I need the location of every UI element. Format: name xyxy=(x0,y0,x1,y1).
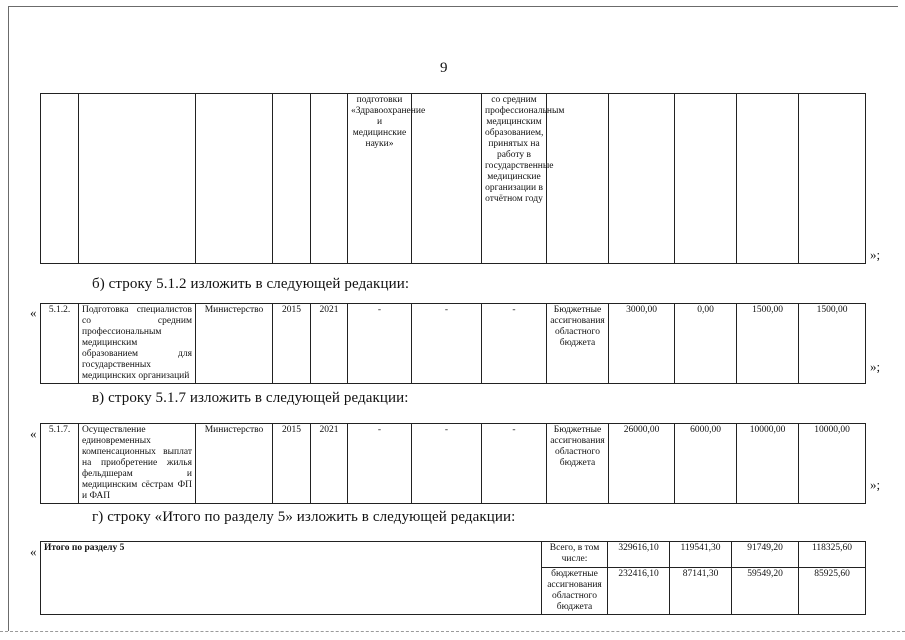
year2-value: 10000,00 xyxy=(737,424,799,504)
end-year: 2021 xyxy=(311,304,348,384)
year3-all-value: 118325,60 xyxy=(811,543,853,553)
funding-source: Бюджетные ассигнования областного бюджета xyxy=(547,304,609,384)
instruction-g: г) строку «Итого по разделу 5» изложить в следующей редакции: xyxy=(92,509,516,525)
total-budget-label: бюджетные ассигнования областного бюджета xyxy=(542,567,607,614)
start-year: 2015 xyxy=(273,304,311,384)
total-value: 3000,00 xyxy=(609,304,675,384)
opening-quote: « xyxy=(30,426,37,441)
closing-quote: »; xyxy=(870,359,881,374)
dash-cell: - xyxy=(348,424,412,504)
funding-source: Бюджетные ассигнования областного бюджета xyxy=(547,424,609,504)
total-all-label: Всего, в том числе: xyxy=(549,543,600,564)
page-number: 9 xyxy=(440,60,448,76)
page-bottom-edge xyxy=(0,631,905,632)
activity-name: Осуществление единовременных компенсационных выплат на приобретение жилья фельдшерам и медицинским сёстрам ФП и ФАП xyxy=(79,424,196,504)
year2-budget-value: 59549,20 xyxy=(732,567,798,581)
cell-empty xyxy=(79,94,196,264)
cell-empty xyxy=(799,94,866,264)
closing-quote: »; xyxy=(870,247,881,262)
cell-empty xyxy=(412,94,482,264)
year1-all-value: 119541,30 xyxy=(680,543,721,553)
total-labels-cell xyxy=(542,542,608,615)
row-5-1-2-table xyxy=(40,303,866,384)
cell-empty xyxy=(273,94,311,264)
year1-value: 0,00 xyxy=(675,304,737,384)
total-section-table xyxy=(40,541,866,615)
dash-cell: - xyxy=(482,424,547,504)
dash-cell: - xyxy=(482,304,547,384)
end-year: 2021 xyxy=(311,424,348,504)
cell-indicator-text: подготовки «Здравоохранение и медицинские науки» xyxy=(348,94,412,264)
total-all-value: 329616,10 xyxy=(618,543,659,553)
year3-value: 1500,00 xyxy=(799,304,866,384)
opening-quote: « xyxy=(30,305,37,320)
total-value: 26000,00 xyxy=(609,424,675,504)
cell-empty xyxy=(547,94,609,264)
dash-cell: - xyxy=(348,304,412,384)
executor: Министерство xyxy=(196,304,273,384)
cell-empty xyxy=(609,94,675,264)
year1-value: 6000,00 xyxy=(675,424,737,504)
continuation-table xyxy=(40,93,866,264)
dash-cell: - xyxy=(412,304,482,384)
instruction-v: в) строку 5.1.7 изложить в следующей редакции: xyxy=(92,390,409,406)
closing-quote: »; xyxy=(870,477,881,492)
cell-empty xyxy=(196,94,273,264)
cell-empty xyxy=(311,94,348,264)
cell-empty xyxy=(675,94,737,264)
row-5-1-7-table xyxy=(40,423,866,504)
opening-quote: « xyxy=(30,544,37,559)
year1-value-cell xyxy=(670,542,732,615)
dash-cell: - xyxy=(412,424,482,504)
executor: Министерство xyxy=(196,424,273,504)
row-number: 5.1.7. xyxy=(41,424,79,504)
year2-value-cell xyxy=(732,542,799,615)
cell-indicator-text: со средним профессиональным медицинским образованием, принятых на работу в государственные медицинские организации в отчётном году xyxy=(482,94,547,264)
activity-name: Подготовка специалистов со средним профессиональным медицинским образованием для государственных медицинских организаций xyxy=(79,304,196,384)
row-number: 5.1.2. xyxy=(41,304,79,384)
total-budget-value: 232416,10 xyxy=(608,567,669,581)
total-value-cell xyxy=(608,542,670,615)
year3-budget-value: 85925,60 xyxy=(799,567,865,581)
year2-value: 1500,00 xyxy=(737,304,799,384)
total-section-label: Итого по разделу 5 xyxy=(41,542,542,615)
cell-empty xyxy=(737,94,799,264)
year1-budget-value: 87141,30 xyxy=(670,567,731,581)
year2-all-value: 91749,20 xyxy=(747,543,783,553)
instruction-b: б) строку 5.1.2 изложить в следующей редакции: xyxy=(92,276,410,292)
cell-empty xyxy=(41,94,79,264)
year3-value-cell xyxy=(799,542,866,615)
year3-value: 10000,00 xyxy=(799,424,866,504)
start-year: 2015 xyxy=(273,424,311,504)
